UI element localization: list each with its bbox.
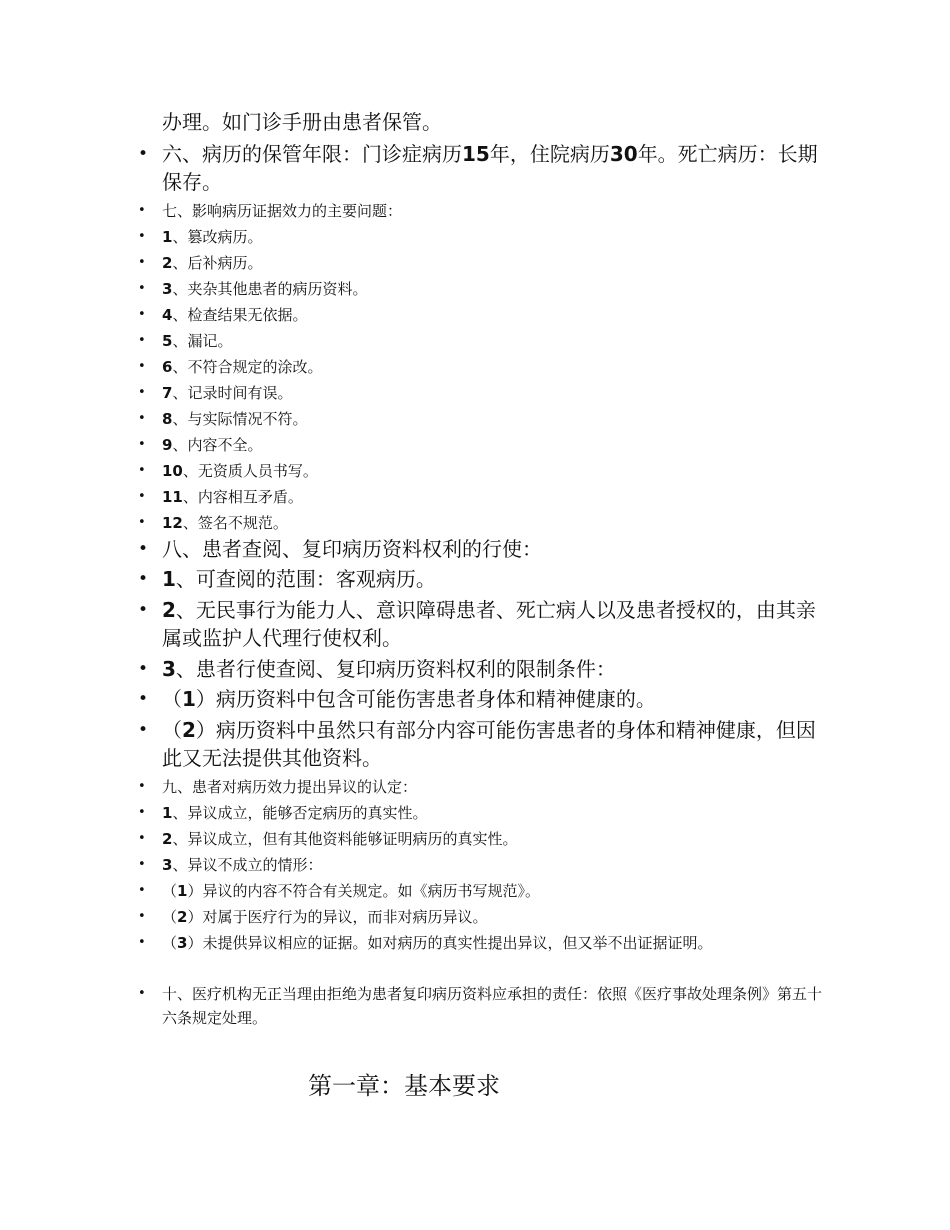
bullet-icon: • [138, 411, 146, 426]
list-item: • 2、无民事行为能力人、意识障碍患者、死亡病人以及患者授权的，由其亲属或监护人代理行使权利。 [138, 598, 816, 650]
bullet-icon: • [138, 600, 149, 620]
bullet-icon: • [138, 463, 146, 478]
bullet-icon: • [138, 229, 146, 244]
list-item: • 9、内容不全。 [162, 433, 822, 457]
bullet-icon: • [138, 489, 146, 504]
list-item: • 10、无资质人员书写。 [162, 459, 822, 483]
text-line: 办理。如门诊手册由患者保管。 [162, 110, 442, 134]
list-item: • （3）未提供异议相应的证据。如对病历的真实性提出异议，但又举不出证据证明。 [162, 931, 822, 955]
list-item: • 6、不符合规定的涂改。 [162, 355, 822, 379]
bullet-icon: • [138, 689, 149, 709]
bullet-icon: • [138, 385, 146, 400]
list-item: • 十、医疗机构无正当理由拒绝为患者复印病历资料应承担的责任：依照《医疗事故处理条例》第五十六条规定处理。 [162, 982, 822, 1030]
list-item: • （1）异议的内容不符合有关规定。如《病历书写规范》。 [162, 879, 822, 903]
bullet-icon: • [138, 203, 146, 218]
bullet-icon: • [138, 307, 146, 322]
list-item: • （1）病历资料中包含可能伤害患者身体和精神健康的。 [138, 687, 656, 711]
list-item: • （2）对属于医疗行为的异议，而非对病历异议。 [162, 905, 822, 929]
bullet-icon: • [138, 144, 149, 164]
list-item: • 4、检查结果无依据。 [162, 303, 822, 327]
bullet-icon: • [138, 569, 149, 589]
bullet-icon: • [138, 986, 146, 1001]
list-item: • 2、异议成立，但有其他资料能够证明病历的真实性。 [162, 827, 822, 851]
list-item: • 2、后补病历。 [162, 251, 822, 275]
list-item: • 1、可查阅的范围：客观病历。 [138, 567, 436, 591]
list-item: • 九、患者对病历效力提出异议的认定： [162, 775, 822, 799]
bullet-icon: • [138, 831, 146, 846]
list-item: • 1、异议成立，能够否定病历的真实性。 [162, 801, 822, 825]
bullet-icon: • [138, 720, 149, 740]
list-item: • 3、夹杂其他患者的病历资料。 [162, 277, 822, 301]
list-item: • 11、内容相互矛盾。 [162, 485, 822, 509]
list-item: • 12、签名不规范。 [162, 511, 822, 535]
bullet-icon: • [138, 515, 146, 530]
bullet-icon: • [138, 935, 146, 950]
list-item: • 8、与实际情况不符。 [162, 407, 822, 431]
list-item: • 5、漏记。 [162, 329, 822, 353]
list-item: • 七、影响病历证据效力的主要问题： [162, 199, 822, 223]
bullet-icon: • [138, 255, 146, 270]
bullet-icon: • [138, 909, 146, 924]
chapter-heading: 第一章：基本要求 [308, 1072, 500, 1100]
bullet-icon: • [138, 281, 146, 296]
list-item: • 八、患者查阅、复印病历资料权利的行使： [138, 537, 542, 561]
list-item: • 3、异议不成立的情形： [162, 853, 822, 877]
list-item: • 六、病历的保管年限：门诊症病历15年，住院病历30年。死亡病历：长期保存。 [138, 142, 818, 194]
bullet-icon: • [138, 883, 146, 898]
list-item: • 3、患者行使查阅、复印病历资料权利的限制条件： [138, 657, 616, 681]
list-item: • （2）病历资料中虽然只有部分内容可能伤害患者的身体和精神健康，但因此又无法提供其他资料。 [138, 718, 816, 770]
list-item: • 7、记录时间有误。 [162, 381, 822, 405]
bullet-icon: • [138, 359, 146, 374]
bullet-icon: • [138, 659, 149, 679]
bullet-icon: • [138, 805, 146, 820]
bullet-icon: • [138, 779, 146, 794]
bullet-icon: • [138, 333, 146, 348]
bullet-icon: • [138, 857, 146, 872]
bullet-icon: • [138, 539, 149, 559]
bullet-icon: • [138, 437, 146, 452]
list-item: • 1、篡改病历。 [162, 225, 822, 249]
